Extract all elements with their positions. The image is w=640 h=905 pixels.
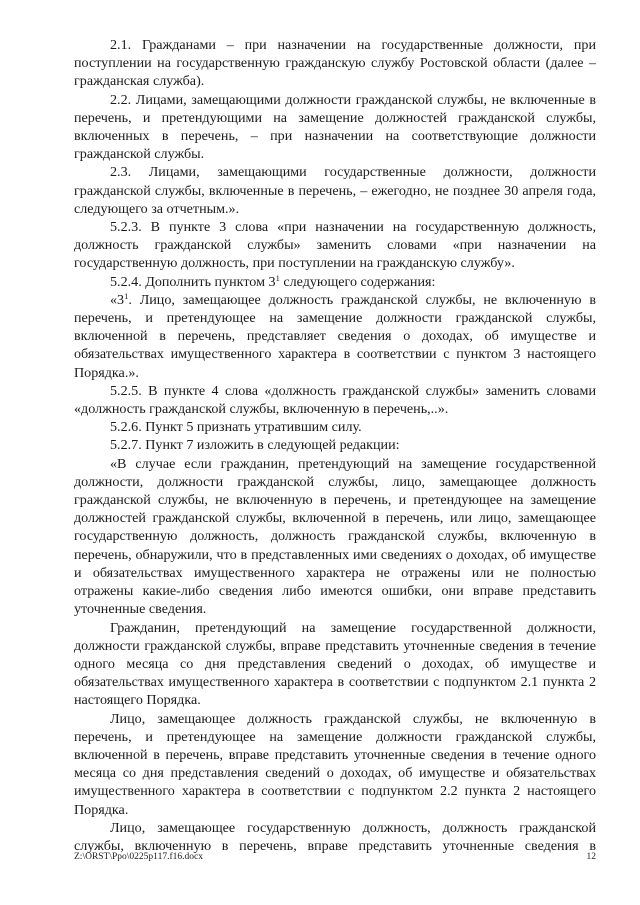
paragraph-5-2-4-text: 5.2.4. Дополнить пунктом 3	[110, 273, 276, 290]
paragraph-5-2-6: 5.2.6. Пункт 5 признать утратившим силу.	[110, 419, 362, 436]
paragraph-7-citizen: Гражданин, претендующий на замещение государственной должности, должности гражданской службы, вправе представить уточненные сведения в течение одного месяца со дня представления сведений о доходах, об имуществе и обязательствах имущественного характера в соответствии с подпунктом 2.1 пункта 2 настоящего Порядка.	[74, 619, 596, 709]
paragraph-7-state-official: Лицо, замещающее государственную должность, должность гражданской службы, включенную в перечень, вправе представить уточненные сведения в	[74, 819, 596, 854]
paragraph-5-2-3: 5.2.3. В пункте 3 слова «при назначении на государственную должность, должность гражданской службы» заменить словами «при назначении на государственную должность, при поступлении на гражданскую службу».	[74, 219, 596, 272]
footer-file-path: Z:\ORST\Ppo\0225p117.f16.docx	[74, 852, 203, 862]
paragraph-3-1	[74, 291, 596, 382]
paragraph-7-civil-servant: Лицо, замещающее должность гражданской службы, не включенную в перечень, и претендующее на замещение должности гражданской службы, включенной в перечень, вправе представить уточненные сведения в течение одного месяца со дня представления сведений о доходах, об имуществе и обязательствах имущественного характера в соответствии с подпунктом 2.2 пункта 2 настоящего Порядка.	[74, 710, 596, 818]
paragraph-5-2-7: 5.2.7. Пункт 7 изложить в следующей редакции:	[110, 437, 400, 454]
paragraph-2-1: 2.1. Гражданами – при назначении на государственные должности, при поступлении на государственную гражданскую службу Ростовской области (далее – гражданская служба).	[74, 37, 596, 90]
paragraph-3-1-text: . Лицо, замещающее должность гражданской службы, не включенную в перечень, и претендующее на замещение должности гражданской службы, включенной в перечень, представляет сведения о доходах, об имуществе и обязательствах имущественного характера в соответствии с пунктом 3 настоящего Порядка.».	[74, 291, 596, 381]
paragraph-2-2: 2.2. Лицами, замещающими должности гражданской службы, не включенные в перечень, и претендующими на замещение должностей гражданской службы, включенных в перечень, – при назначении на соответствующие должности гражданской службы.	[74, 91, 596, 163]
superscript-index: 1	[124, 290, 129, 301]
document-body	[74, 36, 596, 855]
paragraph-5-2-4-text-end: следующего содержания:	[279, 273, 436, 290]
paragraph-5-2-5: 5.2.5. В пункте 4 слова «должность гражданской службы» заменить словами «должность гражданской службы, включенную в перечень,..».	[74, 382, 596, 418]
paragraph-7-intro: «В случае если гражданин, претендующий на замещение государственной должности, должности гражданской службы, лицо, замещающее должность гражданской службы, не включенную в перечень, и претендующее на замещение должностей гражданской службы, включенной в перечень, или лицо, замещающее государственную должность, должность гражданской службы, включенную в перечень, обнаружили, что в представленных ими сведениях о доходах, об имуществе и обязательствах имущественного характера не отражены или не полностью отражены какие-либо сведения либо имеются ошибки, они вправе представить уточненные сведения.	[74, 455, 596, 618]
page-number: 12	[586, 852, 596, 862]
paragraph-5-2-4	[74, 273, 596, 291]
paragraph-3-1-number: «3	[110, 291, 125, 308]
superscript-index: 1	[275, 272, 280, 283]
paragraph-2-3: 2.3. Лицами, замещающими государственные должности, должности гражданской службы, включенные в перечень, – ежегодно, не позднее 30 апреля года, следующего за отчетным.».	[74, 164, 596, 217]
